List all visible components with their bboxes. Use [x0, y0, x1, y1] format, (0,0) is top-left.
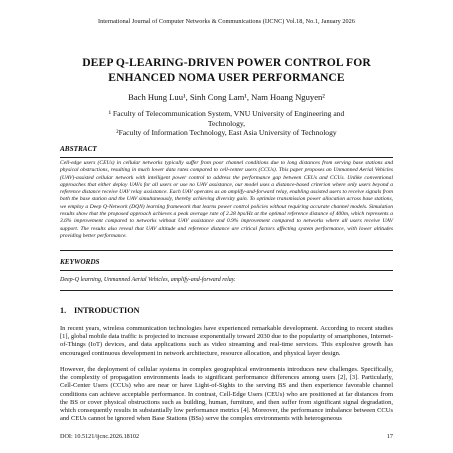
- keywords-text: Deep-Q learning, Unmanned Aerial Vehicles, amplify-and-forward relay.: [60, 277, 236, 283]
- title-line-2: ENHANCED NOMA USER PERFORMANCE: [108, 71, 345, 84]
- keywords-bottom-rule: [60, 290, 393, 291]
- author-list: Bach Hung Luu¹, Sinh Cong Lam¹, Nam Hoang Nguyen²: [128, 92, 325, 102]
- affiliation-2: ²Faculty of Information Technology, East Asia University of Technology: [116, 128, 337, 137]
- body-paragraph-2: However, the deployment of cellular systems in complex geographical environments introduces new challenges. Specifically, the complexity of propagation environments leads to significant performance differences among users [2], [3]. Particularly, Cell-Center Users (CCUs) who are near or have Light-of-Sights to the serving BS and then experience favorable channel conditions can achieve acceptable performance. In contrast, Cell-Edge Users (CEUs) who are positioned at far distances from the BS or cover physical obstructions such as building, human, furniture, and then suffer from significant signal degradation, which consequently results in substantially low performance metrics [4]. Moreover, the performance imbalance between CCUs and CEUs cannot be ignored when Base Stations (BSs) serve the complex environments with heterogeneous: [60, 366, 393, 423]
- abstract-top-rule: [60, 157, 393, 158]
- affiliation-1: [60, 109, 393, 128]
- body-paragraph-1: In recent years, wireless communication technologies have experienced remarkable development. According to recent studies [1], global mobile data traffic is projected to increase exponentially toward 2030 due to the popularity of smartphones, Internet-of-Things (IoT) devices, and data applications such as video streaming and real-time services. This explosive growth has encouraged continuous development in network architecture, resource allocation, and physical layer design.: [60, 325, 393, 357]
- section-number: 1.: [60, 306, 67, 315]
- page-number: 17: [386, 433, 393, 440]
- journal-header: International Journal of Computer Networks & Communications (IJCNC) Vol.18, No.1, January 2026: [98, 18, 355, 25]
- paper-title: [20, 55, 433, 85]
- affiliation-1-line-1: ¹ Faculty of Telecommunication System, VNU University of Engineering and: [108, 109, 345, 118]
- abstract-text: Cell-edge users (CEUs) in cellular networks typically suffer from poor channel conditions due to long distances from serving base stations and physical obstructions, resulting in much lower data rates compared to cell-center users (CCUs). This paper proposes an Unmanned Aerial Vehicles (UAV)-assisted cellular network with intelligent power control to address the performance gap between CEUs and CCUs. Unlike conventional approaches that either deploy UAVs for all users or use no UAV assistance, our model uses a distance-based criterion where only users beyond a reference distance receive UAV relay assistance. Each UAV operates as an amplify-and-forward relay, enabling assisted users to receive signals from both the base station and the UAV simultaneously, thereby achieving diversity gain. To optimize transmission power allocation across base stations, we employ a Deep Q-Network (DQN) learning framework that learns power control policies without requiring accurate channel models. Simulation results show that the proposed approach achieves a peak average rate of 2.28 bps/Hz at the optimal reference distance of 400m, which represents a 3.6% improvement compared to networks without UAV assistance and 0.9% improvement compared to networks where all users receive UAV support. The results also reveal that UAV altitude and reference distance are critical factors affecting system performance, with lower altitudes providing better performance.: [60, 160, 393, 239]
- abstract-heading: ABSTRACT: [60, 145, 97, 153]
- abstract-bottom-rule: [60, 250, 393, 251]
- section-title: INTRODUCTION: [74, 306, 140, 315]
- title-line-1: DEEP Q-LEARING-DRIVEN POWER CONTROL FOR: [82, 56, 371, 69]
- keywords-top-rule: [60, 270, 393, 271]
- keywords-heading: KEYWORDS: [60, 258, 100, 266]
- footer-doi: DOI: 10.5121/ijcnc.2026.18102: [60, 433, 140, 440]
- affiliation-1-line-2: Technology,: [207, 118, 246, 128]
- section-heading: [60, 306, 140, 315]
